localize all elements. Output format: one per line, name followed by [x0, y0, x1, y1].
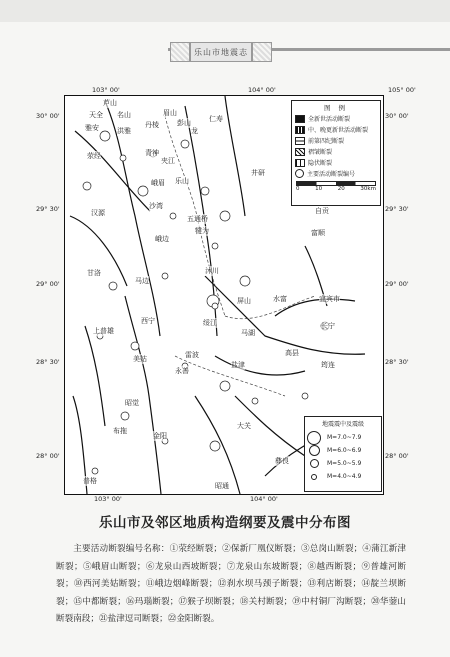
place-label: 西宁	[141, 317, 155, 325]
longitude-tick-top: 103° 00'	[92, 86, 120, 94]
epicenter	[120, 155, 126, 161]
legend-swatch	[295, 115, 305, 123]
magnitude-legend	[304, 416, 382, 492]
epicenter	[201, 187, 209, 195]
place-label: 上普雄	[93, 327, 114, 335]
legend-item	[295, 147, 377, 156]
epicenter	[92, 468, 98, 474]
magnitude-symbol	[307, 431, 321, 445]
magnitude-label: M=7.0~7.9	[327, 434, 362, 441]
place-label: 甘洛	[87, 269, 101, 277]
latitude-tick-left: 28° 00'	[36, 452, 60, 460]
place-label: 洪雅	[117, 127, 131, 135]
epicenter	[302, 393, 308, 399]
place-label: 水富	[273, 295, 287, 303]
place-label: 丹棱	[145, 121, 159, 129]
legend-label: 隐伏断裂	[308, 160, 333, 167]
latitude-tick-left: 29° 30'	[36, 205, 60, 213]
fault-line	[215, 356, 305, 375]
place-label: 峨边	[155, 235, 169, 243]
magnitude-label: M=5.0~5.9	[327, 460, 362, 467]
scale-label: 0	[296, 186, 300, 192]
magnitude-label: M=4.0~4.9	[327, 473, 362, 480]
epicenter	[170, 213, 176, 219]
legend-swatch	[295, 137, 305, 145]
magnitude-symbol	[311, 474, 317, 480]
magnitude-label: M=6.0~6.9	[327, 447, 362, 454]
place-label: 普格	[83, 477, 97, 485]
magnitude-row	[305, 431, 381, 444]
place-label: 昭通	[215, 482, 229, 490]
magnitude-symbol	[310, 459, 319, 468]
place-label: 马湖	[241, 329, 255, 337]
place-label: 井研	[251, 169, 265, 177]
latitude-tick-left: 30° 00'	[36, 112, 60, 120]
epicenter	[212, 303, 218, 309]
place-label: 名山	[117, 111, 131, 119]
place-label: 筠连	[321, 361, 335, 369]
place-label: 沙湾	[149, 202, 163, 210]
scale-label: 30km	[360, 186, 376, 192]
legend-label: 中、晚更新世活动断裂	[308, 127, 369, 134]
place-label: 永善	[175, 367, 189, 375]
legend-label: 褶皱断裂	[308, 149, 333, 156]
latitude-tick-right: 30° 00'	[385, 112, 409, 120]
place-label: 马边	[135, 277, 149, 285]
epicenter	[83, 182, 91, 190]
magnitude-row	[305, 457, 381, 470]
epicenter	[121, 412, 129, 420]
place-label: 自贡	[315, 207, 329, 215]
epicenter	[138, 186, 148, 196]
longitude-tick-top: 105° 00'	[388, 86, 416, 94]
place-label: 沐川	[205, 267, 219, 275]
epicenter	[162, 273, 168, 279]
place-label: 犍为	[195, 227, 209, 235]
fault-list-paragraph: 主要活动断裂编号名称：①荥经断裂；②保新厂凰仪断裂；③总岗山断裂；④蒲江新津断裂；⑤峨眉山断裂；⑥龙泉山西坡断裂；⑦龙泉山东坡断裂；⑧越西断裂；⑨普雄河断裂；⑩西河美姑断裂；⑪峨边烟峰断裂；⑫刹水坝马颈子断裂；⑬利店断裂；⑭靛兰坝断裂；⑮中都断裂；⑯玛瑙断裂；⑰猴子坝断裂；⑱关村断裂；⑲中村铜厂沟断裂；⑳华蓥山断裂南段；㉑盐津逗司断裂；㉒金阳断裂。	[56, 544, 406, 624]
longitude-tick-bottom: 104° 00'	[250, 495, 278, 503]
place-label: 长宁	[321, 322, 335, 330]
legend-label: 主要活动断裂编号	[307, 171, 356, 178]
place-label: 昭觉	[125, 399, 139, 407]
place-label: 屏山	[237, 297, 251, 305]
latitude-tick-right: 29° 00'	[385, 280, 409, 288]
epicenter	[100, 131, 110, 141]
place-label: 金阳	[153, 432, 167, 440]
fault-line	[105, 101, 160, 336]
scale-bar	[296, 181, 376, 192]
figure-caption: 乐山市及邻区地质构造纲要及震中分布图	[99, 515, 351, 531]
page-top-margin	[0, 0, 450, 22]
magnitude-symbol	[309, 445, 320, 456]
fault-line	[85, 326, 105, 426]
legend-swatch	[295, 126, 305, 134]
legend-swatch	[295, 159, 305, 167]
map-legend	[291, 100, 381, 206]
fault-line	[225, 96, 245, 216]
legend-swatch	[295, 169, 304, 178]
magnitude-row	[305, 444, 381, 457]
fault-line	[75, 131, 150, 211]
place-label: 乐山	[175, 177, 189, 185]
latitude-tick-right: 28° 30'	[385, 358, 409, 366]
legend-swatch	[295, 148, 305, 156]
place-label: 美姑	[133, 355, 147, 363]
legend-label: 全新世活动断裂	[308, 116, 351, 123]
place-label: 宜宾市	[319, 295, 340, 303]
place-label: 雅安	[85, 124, 99, 132]
place-label: 峨眉	[151, 179, 165, 187]
place-label: 芦山	[103, 99, 117, 107]
place-label: 眉山	[163, 109, 177, 117]
latitude-tick-left: 29° 00'	[36, 280, 60, 288]
river-line	[175, 356, 285, 396]
place-label: 大关	[237, 422, 251, 430]
legend-item	[295, 114, 377, 123]
legend-item	[295, 125, 377, 134]
section-header	[190, 42, 252, 62]
legend-label: 前第四纪断裂	[308, 138, 345, 145]
place-label: 仁寿	[209, 115, 223, 123]
place-label: 天全	[89, 111, 103, 119]
epicenter	[240, 276, 250, 286]
longitude-tick-bottom: 103° 00'	[94, 495, 122, 503]
header-ornament-right	[252, 42, 272, 62]
latitude-tick-right: 29° 30'	[385, 205, 409, 213]
place-label: 五通桥	[187, 215, 208, 223]
magnitude-row	[305, 470, 381, 483]
header-ornament-left	[170, 42, 190, 62]
latitude-tick-right: 28° 00'	[385, 452, 409, 460]
epicenter	[210, 441, 220, 451]
epicenter	[131, 342, 139, 350]
epicenter	[220, 381, 230, 391]
legend-item	[295, 136, 377, 145]
geologic-map	[64, 95, 384, 495]
fault-line	[205, 276, 365, 354]
place-label: 青神	[145, 149, 159, 157]
place-label: 高县	[285, 349, 299, 357]
place-label: 彭山	[177, 119, 191, 127]
latitude-tick-left: 28° 30'	[36, 358, 60, 366]
scale-labels	[296, 186, 376, 192]
fault-line	[275, 299, 355, 316]
place-label: 盐津	[231, 361, 245, 369]
epicenter	[181, 140, 189, 148]
place-label: 荥经	[87, 152, 101, 160]
place-label: 富顺	[311, 229, 325, 237]
legend-title: 图 例	[323, 104, 349, 112]
epicenter	[212, 243, 218, 249]
place-label: 汉源	[91, 209, 105, 217]
epicenter	[252, 398, 258, 404]
scale-label: 10	[315, 186, 323, 192]
epicenter	[220, 211, 230, 221]
place-label: 彝良	[275, 457, 289, 465]
place-label: 龙	[191, 127, 198, 135]
place-label: 雷波	[185, 351, 199, 359]
section-title: 乐山市地震志	[194, 47, 248, 57]
place-label: 绥江	[203, 319, 217, 327]
scale-label: 20	[337, 186, 345, 192]
magnitude-legend-title: 地震震中及震级	[321, 421, 364, 428]
longitude-tick-top: 104° 00'	[248, 86, 276, 94]
place-label: 布拖	[113, 427, 127, 435]
legend-item	[295, 169, 377, 178]
place-label: 夹江	[161, 157, 175, 165]
epicenter	[109, 282, 117, 290]
legend-item	[295, 158, 377, 167]
